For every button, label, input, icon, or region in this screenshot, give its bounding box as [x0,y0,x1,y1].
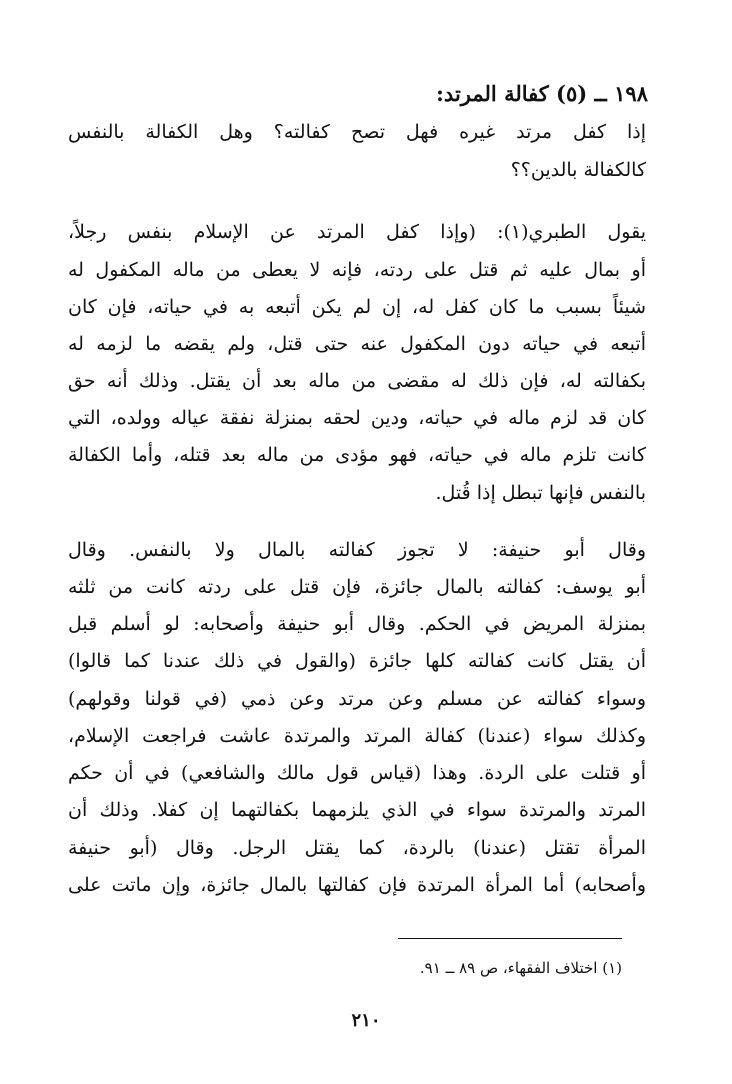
tabari-line: بكفالته له، فإن ذلك له مقضى من ماله بعد أن يقتل. وذلك أنه حق [68,370,646,392]
hanafi-line: أو قتلت على الردة. وهذا (قياس قول مالك والشافعي) في أن حكم [68,762,646,784]
hanafi-line: وأصحابه) أما المرأة المرتدة فإن كفالتها بالمال جائزة، وإن ماتت على [68,874,646,896]
question-line: إذا كفل مرتد غيره فهل تصح كفالته؟ وهل الكفالة بالنفس [68,121,646,143]
page-number: ٢١٠ [351,1010,381,1031]
hanafi-line: أبو يوسف: كفالته بالمال جائزة، فإن قتل على ردته كانت من ثلثه [68,576,646,598]
tabari-line: يقول الطبري(١): (وإذا كفل المرتد عن الإسلام بنفس رجلاً، [68,221,646,243]
hanafi-line: بمنزلة المريض في الحكم. وقال أبو حنيفة وأصحابه: لو أسلم قبل [68,613,646,635]
footnote-separator [398,938,622,939]
tabari-line: كان قد لزم ماله في حياته، ودين لحقه بمنزلة نفقة عياله وولده، التي [68,407,646,429]
hanafi-line: المرتد والمرتدة سواء في الذي يلزمهما بكفالتهما إن كفلا. وذلك أن [68,799,646,821]
tabari-line: أو بمال عليه ثم قتل على ردته، فإنه لا يعطى من ماله المكفول له [68,259,646,281]
hanafi-line: وسواء كفالته عن مسلم وعن مرتد وعن ذمي (في قولنا وقولهم) [68,688,646,710]
tabari-line: كانت تلزم ماله في حياته، فهو مؤدى من ماله بعد قتله، وأما الكفالة [68,444,646,466]
hanafi-line: أن يقتل كانت كفالته كلها جائزة (والقول في ذلك عندنا كما قالوا) [68,650,646,672]
hanafi-line: المرأة تقتل (عندنا) بالردة، كما يقتل الرجل. وقال (أبو حنيفة [68,837,646,859]
tabari-line: أتبعه في حياته دون المكفول عنه حتى قتل، ولم يقضه ما لزمه له [68,333,646,355]
footnote: (١) اختلاف الفقهاء، ص ٨٩ ــ ٩١. [419,959,622,977]
hanafi-line: وكذلك سواء (عندنا) كفالة المرتد والمرتدة عاشت فراجعت الإسلام، [68,725,646,747]
tabari-line: شيئاً بسبب ما كان كفل له، إن لم يكن أتبعه به في حياته، فإن كان [68,296,646,318]
tabari-line: بالنفس فإنها تبطل إذا قُتل. [435,482,646,504]
hanafi-line: وقال أبو حنيفة: لا تجوز كفالته بالمال ولا بالنفس. وقال [68,539,646,561]
question-line: كالكفالة بالدين؟؟ [510,159,646,181]
section-heading: ١٩٨ ــ (٥) كفالة المرتد: [436,81,648,106]
